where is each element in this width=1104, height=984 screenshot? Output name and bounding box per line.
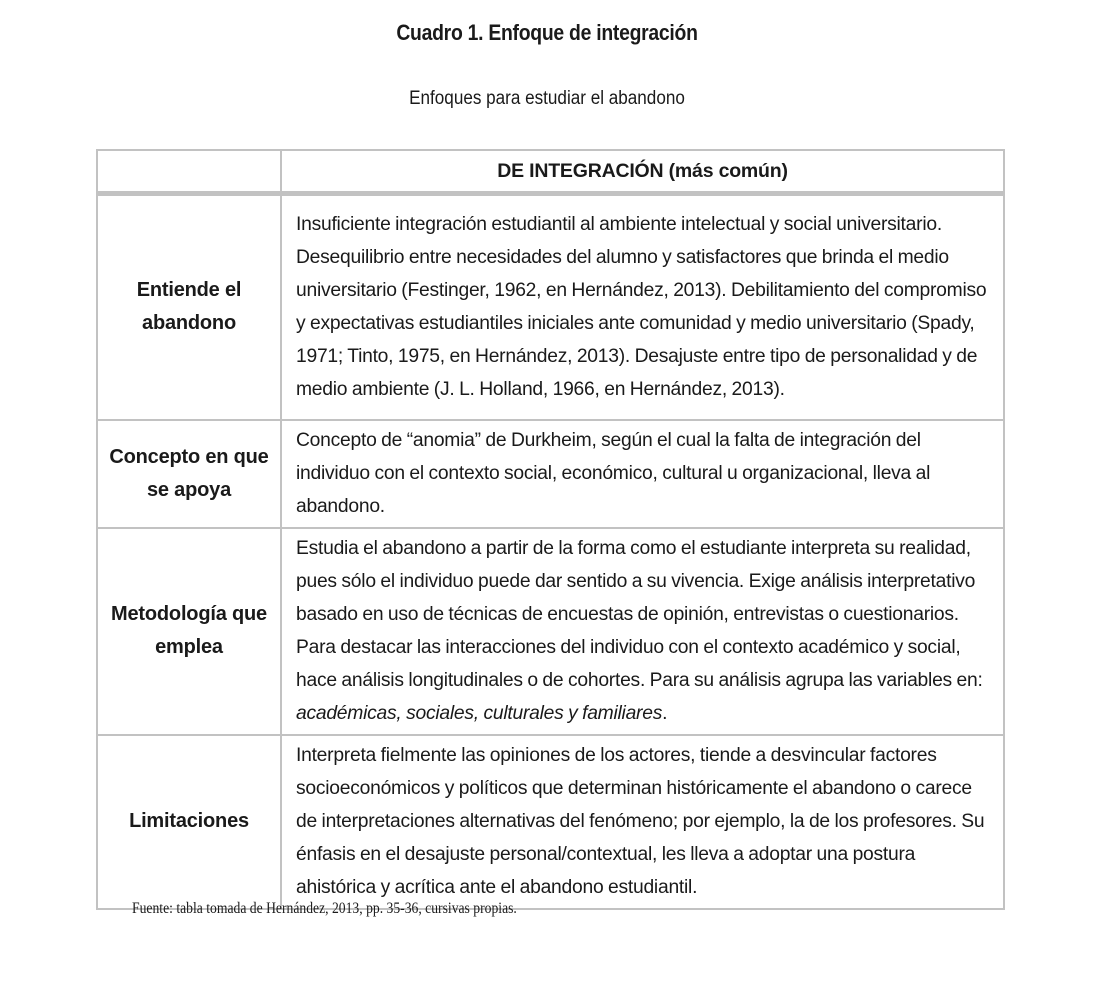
row-text-entiende: Insuficiente integración estudiantil al ambiente intelectual y social universitario. Desequilibrio entre necesidades del alumno y satisfactores que brinda el medio universitario (Festinger, 1962, en Hernández, 2013). Debilitamiento del compromiso y expectativas estudiantiles iniciales ante comunidad y medio universitario (Spady, 1971; Tinto, 1975, en Hernández, 2013). Desajuste entre tipo de personalidad y de medio ambiente (J. L. Holland, 1966, en Hernández, 2013).	[281, 194, 1004, 420]
metodologia-text-italic: académicas, sociales, culturales y familiares	[296, 702, 663, 724]
source-note: Fuente: tabla tomada de Hernández, 2013, pp. 35-36, cursivas propias.	[132, 900, 517, 917]
metodologia-text-end: .	[662, 702, 668, 724]
row-text-limitaciones: Interpreta fielmente las opiniones de los actores, tiende a desvincular factores socioeconómicos y políticos que determinan históricamente el abandono o carece de interpretaciones alternativas del fenómeno; por ejemplo, la de los profesores. Su énfasis en el desajuste personal/contextual, les lleva a adoptar una postura ahistórica y acrítica ante el abandono estudiantil.	[281, 735, 1004, 909]
row-label-limitaciones: Limitaciones	[97, 735, 281, 909]
table-row	[97, 194, 1004, 420]
header-approach-cell: DE INTEGRACIÓN (más común)	[281, 150, 1004, 194]
row-label-entiende: Entiende el abandono	[97, 194, 281, 420]
row-text-metodologia	[281, 528, 1004, 735]
table-row	[97, 528, 1004, 735]
table-title: Cuadro 1. Enfoque de integración	[396, 20, 698, 45]
metodologia-text-main: Estudia el abandono a partir de la forma como el estudiante interpreta su realidad, pues sólo el individuo puede dar sentido a su vivencia. Exige análisis interpretativo basado en uso de técnicas de encuestas de opinión, entrevistas o cuestionarios. Para destacar las interacciones del individuo con el contexto académico y social, hace análisis longitudinales o de cohortes. Para su análisis agrupa las variables en:	[296, 537, 983, 691]
row-label-metodologia: Metodología que emplea	[97, 528, 281, 735]
header-empty-cell	[97, 150, 281, 194]
row-label-concepto: Concepto en que se apoya	[97, 420, 281, 528]
table-subtitle: Enfoques para estudiar el abandono	[409, 88, 685, 109]
table-header-row	[97, 150, 1004, 194]
comparison-table	[96, 149, 1005, 910]
table-row	[97, 735, 1004, 909]
row-text-concepto: Concepto de “anomia” de Durkheim, según el cual la falta de integración del individuo con el contexto social, económico, cultural u organizacional, lleva al abandono.	[281, 420, 1004, 528]
table-row	[97, 420, 1004, 528]
